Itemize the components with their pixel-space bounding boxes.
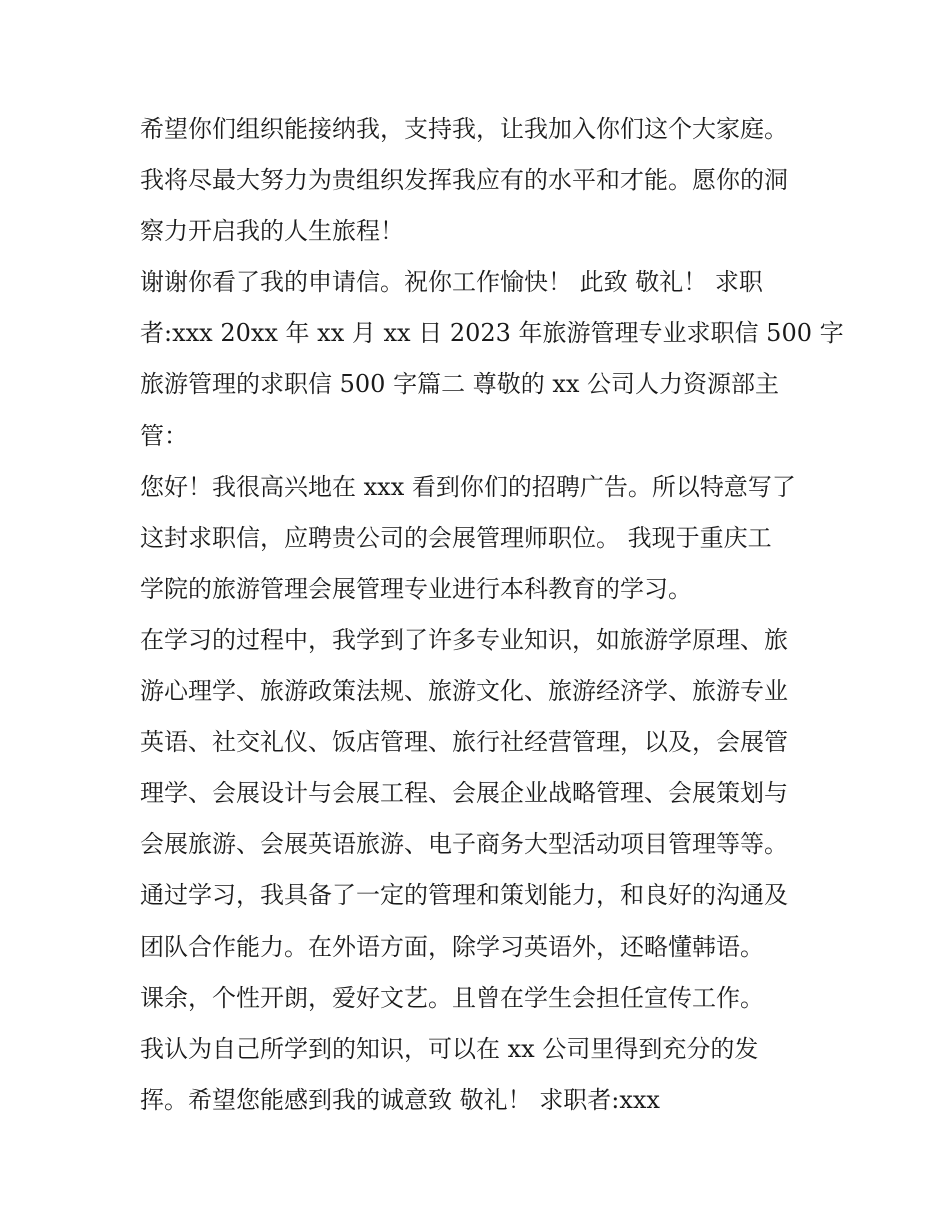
text-line: 察力开启我的人生旅程！ bbox=[140, 217, 404, 246]
text-line: 会展旅游、会展英语旅游、电子商务大型活动项目管理等等。 bbox=[140, 830, 788, 859]
text-line: 者:xxx 20xx 年 xx 月 xx 日 2023 年旅游管理专业求职信 500 字 bbox=[140, 319, 844, 348]
text-line: 课余，个性开朗，爱好文艺。且曾在学生会担任宣传工作。 bbox=[140, 983, 764, 1012]
text-line: 通过学习，我具备了一定的管理和策划能力，和良好的沟通及 bbox=[140, 881, 788, 910]
text-line: 游心理学、旅游政策法规、旅游文化、旅游经济学、旅游专业 bbox=[140, 677, 788, 706]
text-line: 团队合作能力。在外语方面，除学习英语外，还略懂韩语。 bbox=[140, 932, 764, 961]
text-line: 学院的旅游管理会展管理专业进行本科教育的学习。 bbox=[140, 574, 692, 603]
text-line: 挥。希望您能感到我的诚意致 敬礼！ 求职者:xxx bbox=[140, 1085, 660, 1114]
text-line: 管： bbox=[140, 421, 188, 450]
text-line: 旅游管理的求职信 500 字篇二 尊敬的 xx 公司人力资源部主 bbox=[140, 370, 780, 399]
text-line: 您好！我很高兴地在 xxx 看到你们的招聘广告。所以特意写了 bbox=[140, 472, 796, 501]
text-line: 我将尽最大努力为贵组织发挥我应有的水平和才能。愿你的洞 bbox=[140, 166, 788, 195]
letter-body bbox=[140, 104, 844, 1126]
text-line: 英语、社交礼仪、饭店管理、旅行社经营管理，以及，会展管 bbox=[140, 728, 788, 757]
text-line: 谢谢你看了我的申请信。祝你工作愉快！ 此致 敬礼！ 求职 bbox=[140, 268, 763, 297]
text-line: 在学习的过程中，我学到了许多专业知识，如旅游学原理、旅 bbox=[140, 625, 788, 654]
text-line: 我认为自己所学到的知识，可以在 xx 公司里得到充分的发 bbox=[140, 1034, 759, 1063]
text-line: 理学、会展设计与会展工程、会展企业战略管理、会展策划与 bbox=[140, 779, 788, 808]
text-line: 这封求职信，应聘贵公司的会展管理师职位。 我现于重庆工 bbox=[140, 523, 772, 552]
text-line: 希望你们组织能接纳我，支持我，让我加入你们这个大家庭。 bbox=[140, 115, 788, 143]
